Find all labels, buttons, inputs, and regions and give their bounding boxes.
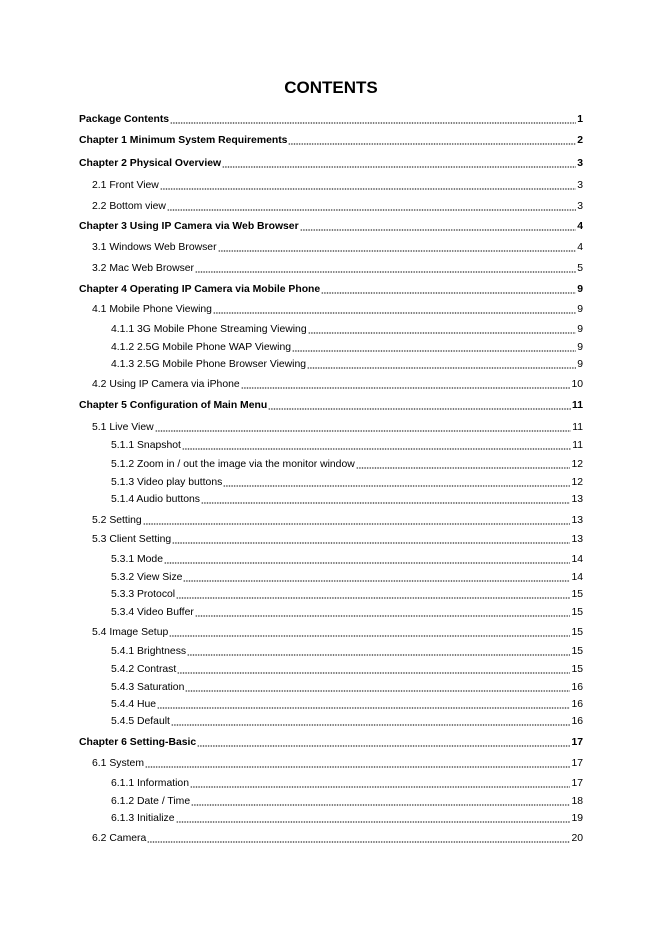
toc-entry-page-number: 13: [571, 515, 583, 526]
toc-entry-label: 4.1.2 2.5G Mobile Phone WAP Viewing: [111, 342, 292, 353]
toc-entry[interactable]: [79, 282, 583, 296]
dot-leader: [213, 312, 576, 314]
toc-entry-page-number: 9: [577, 324, 583, 335]
toc-entry-page-number: 17: [571, 758, 583, 769]
dot-leader: [185, 690, 570, 692]
dot-leader: [177, 672, 570, 674]
toc-entry-page-number: 3: [577, 201, 583, 212]
dot-leader: [157, 707, 570, 709]
toc-entry-label: 5.1.3 Video play buttons: [111, 477, 223, 488]
toc-entry-label: 5.4.2 Contrast: [111, 664, 177, 675]
toc-entry-page-number: 3: [577, 180, 583, 191]
toc-entry[interactable]: [92, 420, 583, 434]
dot-leader: [143, 523, 571, 525]
toc-entry-page-number: 14: [571, 554, 583, 565]
toc-entry[interactable]: [92, 199, 583, 213]
dot-leader: [268, 408, 571, 410]
toc-entry-page-number: 1: [577, 114, 583, 125]
toc-entry-label: 5.1.2 Zoom in / out the image via the monitor window: [111, 459, 355, 470]
dot-leader: [176, 597, 570, 599]
toc-entry-label: 2.2 Bottom view: [92, 201, 166, 212]
toc-entry-label: 4.2 Using IP Camera via iPhone: [92, 379, 240, 390]
toc-entry-label: Package Contents: [79, 114, 170, 125]
toc-entry-page-number: 12: [571, 459, 583, 470]
dot-leader: [321, 292, 576, 294]
dot-leader: [197, 745, 570, 747]
toc-entry-page-number: 4: [577, 221, 583, 232]
toc-entry[interactable]: [111, 794, 583, 808]
toc-entry-page-number: 10: [571, 379, 583, 390]
toc-entry-label: Chapter 5 Configuration of Main Menu: [79, 400, 268, 411]
toc-entry[interactable]: [111, 680, 583, 694]
toc-entry-page-number: 12: [571, 477, 583, 488]
toc-entry-label: 2.1 Front View: [92, 180, 159, 191]
toc-entry-page-number: 15: [571, 664, 583, 675]
toc-entry-page-number: 18: [571, 796, 583, 807]
toc-entry[interactable]: [79, 133, 583, 147]
toc-entry[interactable]: [111, 492, 583, 506]
toc-entry-page-number: 15: [571, 627, 583, 638]
toc-entry-page-number: 11: [572, 440, 583, 451]
dot-leader: [191, 804, 570, 806]
toc-entry[interactable]: [111, 605, 583, 619]
toc-entry[interactable]: [111, 457, 583, 471]
dot-leader: [223, 485, 570, 487]
toc-entry-page-number: 2: [577, 135, 583, 146]
toc-entry-page-number: 9: [577, 284, 583, 295]
dot-leader: [300, 229, 577, 231]
toc-entry-label: Chapter 3 Using IP Camera via Web Browser: [79, 221, 299, 232]
dot-leader: [164, 562, 570, 564]
page-title: CONTENTS: [284, 78, 378, 97]
dot-leader: [176, 821, 571, 823]
toc-entry-label: 5.3.2 View Size: [111, 572, 183, 583]
toc-entry-page-number: 9: [577, 359, 583, 370]
toc-entry[interactable]: [111, 475, 583, 489]
toc-entry-page-number: 16: [571, 682, 583, 693]
toc-entry[interactable]: [79, 398, 583, 412]
dot-leader: [190, 786, 570, 788]
dot-leader: [155, 430, 572, 432]
toc-entry[interactable]: [111, 552, 583, 566]
toc-entry-label: 6.1 System: [92, 758, 144, 769]
toc-entry[interactable]: [111, 340, 583, 354]
toc-entry[interactable]: [111, 587, 583, 601]
toc-entry-label: 6.1.3 Initialize: [111, 813, 175, 824]
toc-entry-page-number: 9: [577, 342, 583, 353]
toc-entry[interactable]: [92, 377, 583, 391]
dot-leader: [172, 542, 570, 544]
toc-entry[interactable]: [111, 662, 583, 676]
toc-entry-label: 4.1 Mobile Phone Viewing: [92, 304, 212, 315]
toc-entry-page-number: 16: [571, 699, 583, 710]
toc-entry-page-number: 11: [572, 422, 583, 433]
toc-entry-page-number: 17: [571, 737, 583, 748]
toc-entry[interactable]: [79, 219, 583, 233]
toc-entry[interactable]: [111, 357, 583, 371]
dot-leader: [195, 271, 576, 273]
toc-entry-page-number: 17: [571, 778, 583, 789]
dot-leader: [307, 367, 576, 369]
toc-entry[interactable]: [92, 513, 583, 527]
toc-entry-label: 4.1.3 2.5G Mobile Phone Browser Viewing: [111, 359, 307, 370]
toc-entry-label: 3.1 Windows Web Browser: [92, 242, 217, 253]
toc-entry[interactable]: [92, 261, 583, 275]
toc-entry-label: 5.3 Client Setting: [92, 534, 172, 545]
dot-leader: [147, 841, 570, 843]
toc-entry-label: 5.4.4 Hue: [111, 699, 157, 710]
toc-entry[interactable]: [111, 438, 583, 452]
toc-entry[interactable]: [92, 240, 583, 254]
toc-entry[interactable]: [92, 302, 583, 316]
toc-entry[interactable]: [111, 714, 583, 728]
toc-entry-label: 3.2 Mac Web Browser: [92, 263, 195, 274]
toc-entry-page-number: 19: [571, 813, 583, 824]
dot-leader: [222, 166, 576, 168]
toc-entry-page-number: 5: [577, 263, 583, 274]
dot-leader: [182, 448, 571, 450]
toc-entry[interactable]: [79, 735, 583, 749]
dot-leader: [160, 188, 576, 190]
toc-entry-label: 5.3.1 Mode: [111, 554, 163, 565]
toc-entry-page-number: 11: [572, 400, 583, 411]
toc-entry-label: Chapter 4 Operating IP Camera via Mobile Phone: [79, 284, 321, 295]
toc-entry[interactable]: [111, 697, 583, 711]
dot-leader: [288, 143, 576, 145]
toc-entry-label: Chapter 1 Minimum System Requirements: [79, 135, 288, 146]
dot-leader: [292, 350, 576, 352]
toc-entry-label: 6.1.2 Date / Time: [111, 796, 191, 807]
toc-entry[interactable]: [111, 644, 583, 658]
toc-entry[interactable]: [111, 776, 583, 790]
toc-entry-label: 6.1.1 Information: [111, 778, 189, 789]
toc-entry-page-number: 13: [571, 534, 583, 545]
toc-entry-label: Chapter 2 Physical Overview: [79, 158, 222, 169]
toc-entry[interactable]: [92, 178, 583, 192]
dot-leader: [218, 250, 577, 252]
toc-entry[interactable]: [92, 532, 583, 546]
dot-leader: [171, 724, 571, 726]
toc-entry-label: 5.2 Setting: [92, 515, 142, 526]
toc-entry[interactable]: [92, 625, 583, 639]
toc-entry-page-number: 3: [577, 158, 583, 169]
toc-entry-label: 5.1.1 Snapshot: [111, 440, 181, 451]
toc-entry[interactable]: [111, 570, 583, 584]
toc-entry[interactable]: [92, 831, 583, 845]
toc-entry-label: 5.4.3 Saturation: [111, 682, 185, 693]
dot-leader: [201, 502, 570, 504]
toc-entry-label: 5.4 Image Setup: [92, 627, 169, 638]
toc-entry-page-number: 15: [571, 646, 583, 657]
toc-entry-label: Chapter 6 Setting-Basic: [79, 737, 197, 748]
toc-entry[interactable]: [79, 156, 583, 170]
toc-entry-label: 5.4.5 Default: [111, 716, 170, 727]
dot-leader: [169, 635, 570, 637]
toc-entry-page-number: 15: [571, 589, 583, 600]
toc-entry-label: 5.3.3 Protocol: [111, 589, 176, 600]
toc-entry-page-number: 16: [571, 716, 583, 727]
toc-entry-page-number: 13: [571, 494, 583, 505]
toc-entry-label: 6.2 Camera: [92, 833, 147, 844]
toc-entry-page-number: 9: [577, 304, 583, 315]
toc-entry-page-number: 14: [571, 572, 583, 583]
toc-entry-label: 4.1.1 3G Mobile Phone Streaming Viewing: [111, 324, 307, 335]
dot-leader: [183, 580, 570, 582]
dot-leader: [308, 332, 577, 334]
toc-entry-page-number: 20: [571, 833, 583, 844]
toc-entry-page-number: 15: [571, 607, 583, 618]
toc-entry[interactable]: [111, 811, 583, 825]
toc-entry-page-number: 4: [577, 242, 583, 253]
toc-entry[interactable]: [79, 112, 583, 126]
dot-leader: [187, 654, 570, 656]
dot-leader: [356, 467, 571, 469]
dot-leader: [170, 122, 576, 124]
dot-leader: [145, 766, 570, 768]
toc-entry-label: 5.3.4 Video Buffer: [111, 607, 194, 618]
toc-entry-label: 5.1.4 Audio buttons: [111, 494, 200, 505]
toc-entry[interactable]: [111, 322, 583, 336]
toc-entry-label: 5.4.1 Brightness: [111, 646, 187, 657]
toc-entry[interactable]: [92, 756, 583, 770]
toc-entry-label: 5.1 Live View: [92, 422, 154, 433]
dot-leader: [195, 615, 571, 617]
dot-leader: [167, 209, 576, 211]
dot-leader: [241, 387, 571, 389]
